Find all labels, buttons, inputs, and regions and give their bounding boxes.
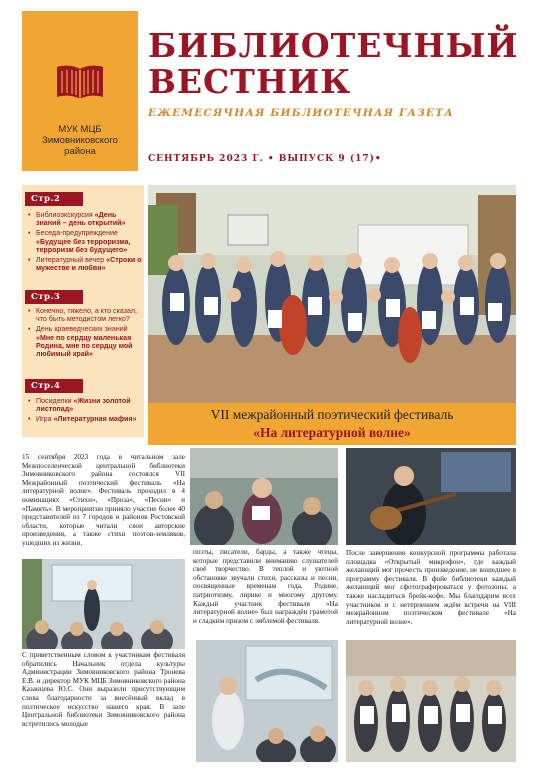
org-line: района xyxy=(64,146,96,157)
audience-photo xyxy=(190,448,338,545)
org-line: Зимовниковского xyxy=(42,135,118,146)
main-photo-caption xyxy=(148,403,516,445)
contents-item[interactable]: • День краеведческих знаний «Мне по сердцу маленькая Родина, мне по сердцу мой любимый край» xyxy=(28,325,142,358)
contents-list xyxy=(28,397,142,426)
festival-group-photo xyxy=(148,185,516,403)
article-paragraph: 15 сентября 2023 года в читальном зале Межпоселенческой центральной библиотеки Зимовниковского района состоялся VII Межрайонный поэтический фестиваль «На литературной волне». Фестиваль проходил в 4 номинациях «Стихи», «Проза», «Песни» и «Память». В мероприятии приняло участие более 40 представителей из 7 городов и районов Ростовской области, которые читали свои авторские произведения, а также стихи поэтов-земляков, ушедших из жизни. xyxy=(22,453,185,547)
award-winners-photo xyxy=(346,640,516,762)
newspaper-subtitle: ЕЖЕМЕСЯЧНАЯ БИБЛИОТЕЧНАЯ ГАЗЕТА xyxy=(148,107,454,119)
article-paragraph: С приветственным словом к участникам фестиваля обратились Начальник отдела культуры Администрации Зимовниковского района Тронева Е.В. и директор МУК МЦБ Зимовниковского района Казанцева Ю.С. Они выразили присутствующим слова благодарности за внесённый вклад в поэтическое искусство нашего края. В зале Центральной библиотеки Зимовниковского района встретились молодые xyxy=(22,651,185,728)
contents-item[interactable]: • Конечно, тяжело, а кто сказал, что быть методистом легко? xyxy=(28,307,142,323)
library-logo xyxy=(22,11,138,171)
speaker-at-presentation-photo xyxy=(22,559,185,649)
org-line: МУК МЦБ xyxy=(58,124,102,135)
contents-item[interactable]: • Игра «Литературная мафия» xyxy=(28,415,142,423)
newspaper-title-line2: ВЕСТНИК xyxy=(148,62,352,101)
contents-item[interactable]: • Литературный вечер «Строки о мужестве и любви» xyxy=(28,256,142,272)
contents-item[interactable]: • Библиоэкскурсия «День знаний – день открытий» xyxy=(28,211,142,227)
issue-info: СЕНТЯБРЬ 2023 Г. • ВЫПУСК 9 (17)• xyxy=(148,154,382,164)
page-heading: Стр.4 xyxy=(25,379,83,393)
contents-item[interactable]: • Посиделки «Жизни золотой листопад» xyxy=(28,397,142,413)
contents-item[interactable]: • Беседа-предупреждение «Будущее без терроризма, терроризм без будущего» xyxy=(28,229,142,254)
open-book-icon xyxy=(55,63,105,103)
contents-list xyxy=(28,211,142,274)
newspaper-title-line1: БИБЛИОТЕЧНЫЙ xyxy=(148,26,519,65)
contents-list xyxy=(28,307,142,360)
page-heading: Стр.3 xyxy=(25,290,83,304)
article-paragraph: После завершения конкурсной программы работала площадка «Открытый микрофон», где каждый желающий мог прочесть произведение, не вошедшее в программу фестиваля. В фойе библиотеки каждый желающий мог сфотографироваться у фотозоны, а также насладиться брейк-кофе. Мы благодарим всех участников и с нетерпением ждём встречи на VIII межрайонном поэтическом фестивале «На литературной волне». xyxy=(346,549,516,626)
article-paragraph: поэты, писатели, барды, а также чтецы, которые представили вниманию слушателей своё творчество. В теплой и уютной обстановке звучали стихи, рассказы и песни, посвященные временам года, Родине, патриотизму, лирике и многому другому. Каждый участник фестиваля «На литературной волне» был награждён грамотой и сладким призом с эмблемой фестиваля. xyxy=(193,548,338,625)
reader-photo xyxy=(196,640,338,762)
org-name xyxy=(28,124,132,157)
page-heading: Стр.2 xyxy=(25,192,83,206)
caption-line: VII межрайонный поэтический фестиваль xyxy=(210,407,454,422)
caption-title: «На литературной волне» xyxy=(253,425,411,440)
guitar-performer-photo xyxy=(346,448,516,545)
contents-sidebar xyxy=(22,185,144,437)
